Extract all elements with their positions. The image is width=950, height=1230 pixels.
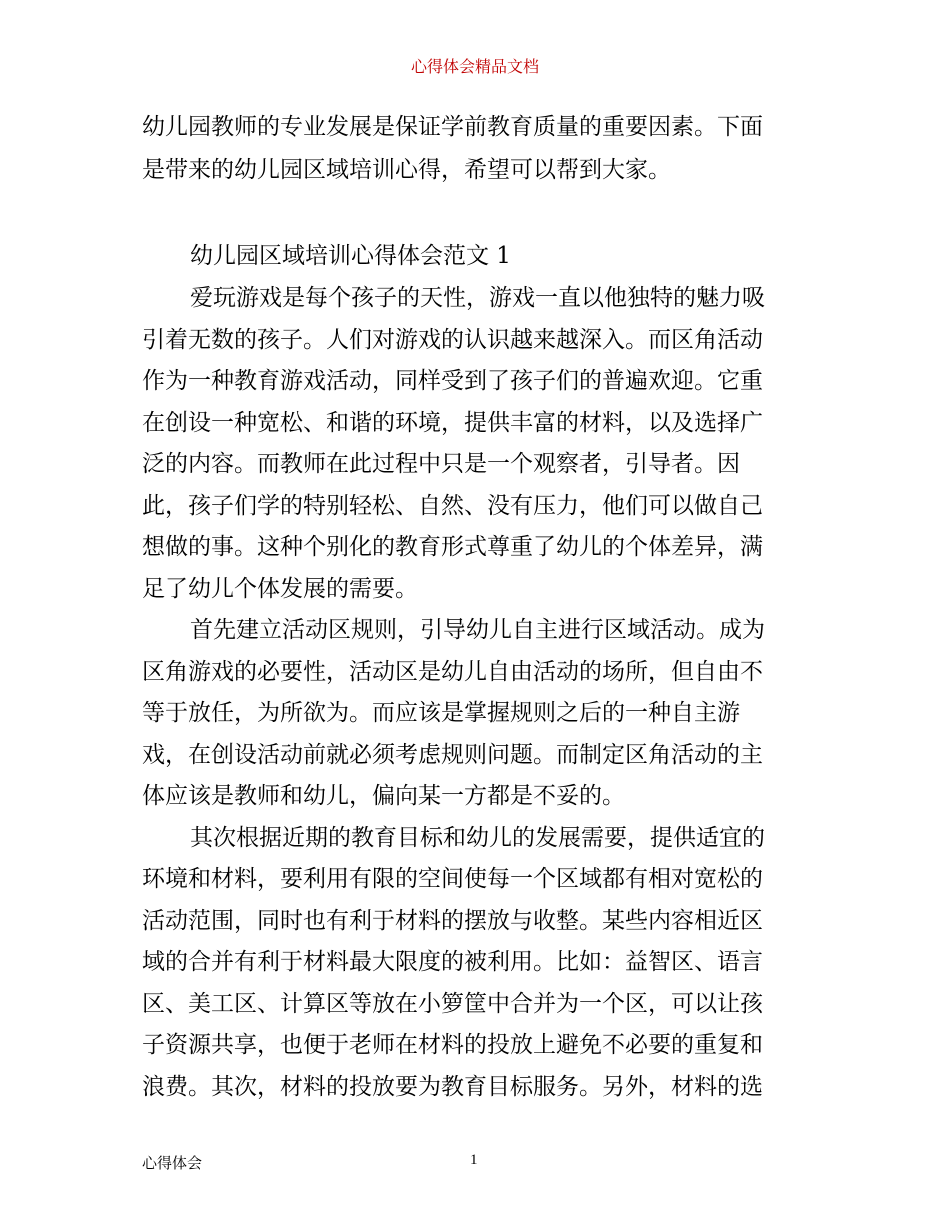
section-subtitle xyxy=(142,236,812,278)
text-line: 幼儿园教师的专业发展是保证学前教育质量的重要因素。下面 xyxy=(142,114,763,140)
page-header-title: 心得体会精品文档 xyxy=(410,57,539,76)
text-line: 此，孩子们学的特别轻松、自然、没有压力，他们可以做自己 xyxy=(142,492,763,519)
text-line: 域的合并有利于材料最大限度的被利用。比如：益智区、语言 xyxy=(142,949,763,975)
paragraph-2 xyxy=(142,610,812,818)
paragraph-1 xyxy=(142,278,812,610)
intro-paragraph xyxy=(142,106,812,192)
text-line: 首先建立活动区规则，引导幼儿自主进行区域活动。成为 xyxy=(190,617,765,643)
text-line: 浪费。其次，材料的投放要为教育目标服务。另外，材料的选 xyxy=(142,1073,763,1100)
text-line: 体应该是教师和幼儿，偏向某一方都是不妥的。 xyxy=(142,783,625,809)
text-line: 区角游戏的必要性，活动区是幼儿自由活动的场所，但自由不 xyxy=(142,658,763,685)
text-line: 活动范围，同时也有利于材料的摆放与收整。某些内容相近区 xyxy=(142,907,763,934)
text-line: 足了幼儿个体发展的需要。 xyxy=(142,575,418,602)
text-line: 在创设一种宽松、和谐的环境，提供丰富的材料，以及选择广 xyxy=(142,409,763,436)
main-body xyxy=(142,278,812,1108)
text-line: 其次根据近期的教育目标和幼儿的发展需要，提供适宜的 xyxy=(190,824,765,851)
text-line: 子资源共享，也便于老师在材料的投放上避免不必要的重复和 xyxy=(142,1032,763,1058)
text-line: 泛的内容。而教师在此过程中只是一个观察者，引导者。因 xyxy=(142,451,740,477)
text-line: 是带来的幼儿园区域培训心得，希望可以帮到大家。 xyxy=(142,157,671,183)
text-line: 区、美工区、计算区等放在小箩筐中合并为一个区，可以让孩 xyxy=(142,990,763,1017)
text-line: 引着无数的孩子。人们对游戏的认识越来越深入。而区角活动 xyxy=(142,326,763,353)
subtitle-text: 幼儿园区域培训心得体会范文 1 xyxy=(190,243,511,269)
text-line: 等于放任，为所欲为。而应该是掌握规则之后的一种自主游 xyxy=(142,700,740,726)
text-line: 环境和材料，要利用有限的空间使每一个区域都有相对宽松的 xyxy=(142,866,763,892)
text-line: 戏，在创设活动前就必须考虑规则问题。而制定区角活动的主 xyxy=(142,741,763,768)
text-line: 作为一种教育游戏活动，同样受到了孩子们的普遍欢迎。它重 xyxy=(142,368,763,394)
footer-label: 心得体会 xyxy=(142,1154,203,1172)
text-line: 爱玩游戏是每个孩子的天性，游戏一直以他独特的魅力吸 xyxy=(190,285,765,311)
paragraph-3 xyxy=(142,818,812,1109)
page-number: 1 xyxy=(470,1152,478,1168)
text-line: 想做的事。这种个别化的教育形式尊重了幼儿的个体差异，满 xyxy=(142,534,763,560)
